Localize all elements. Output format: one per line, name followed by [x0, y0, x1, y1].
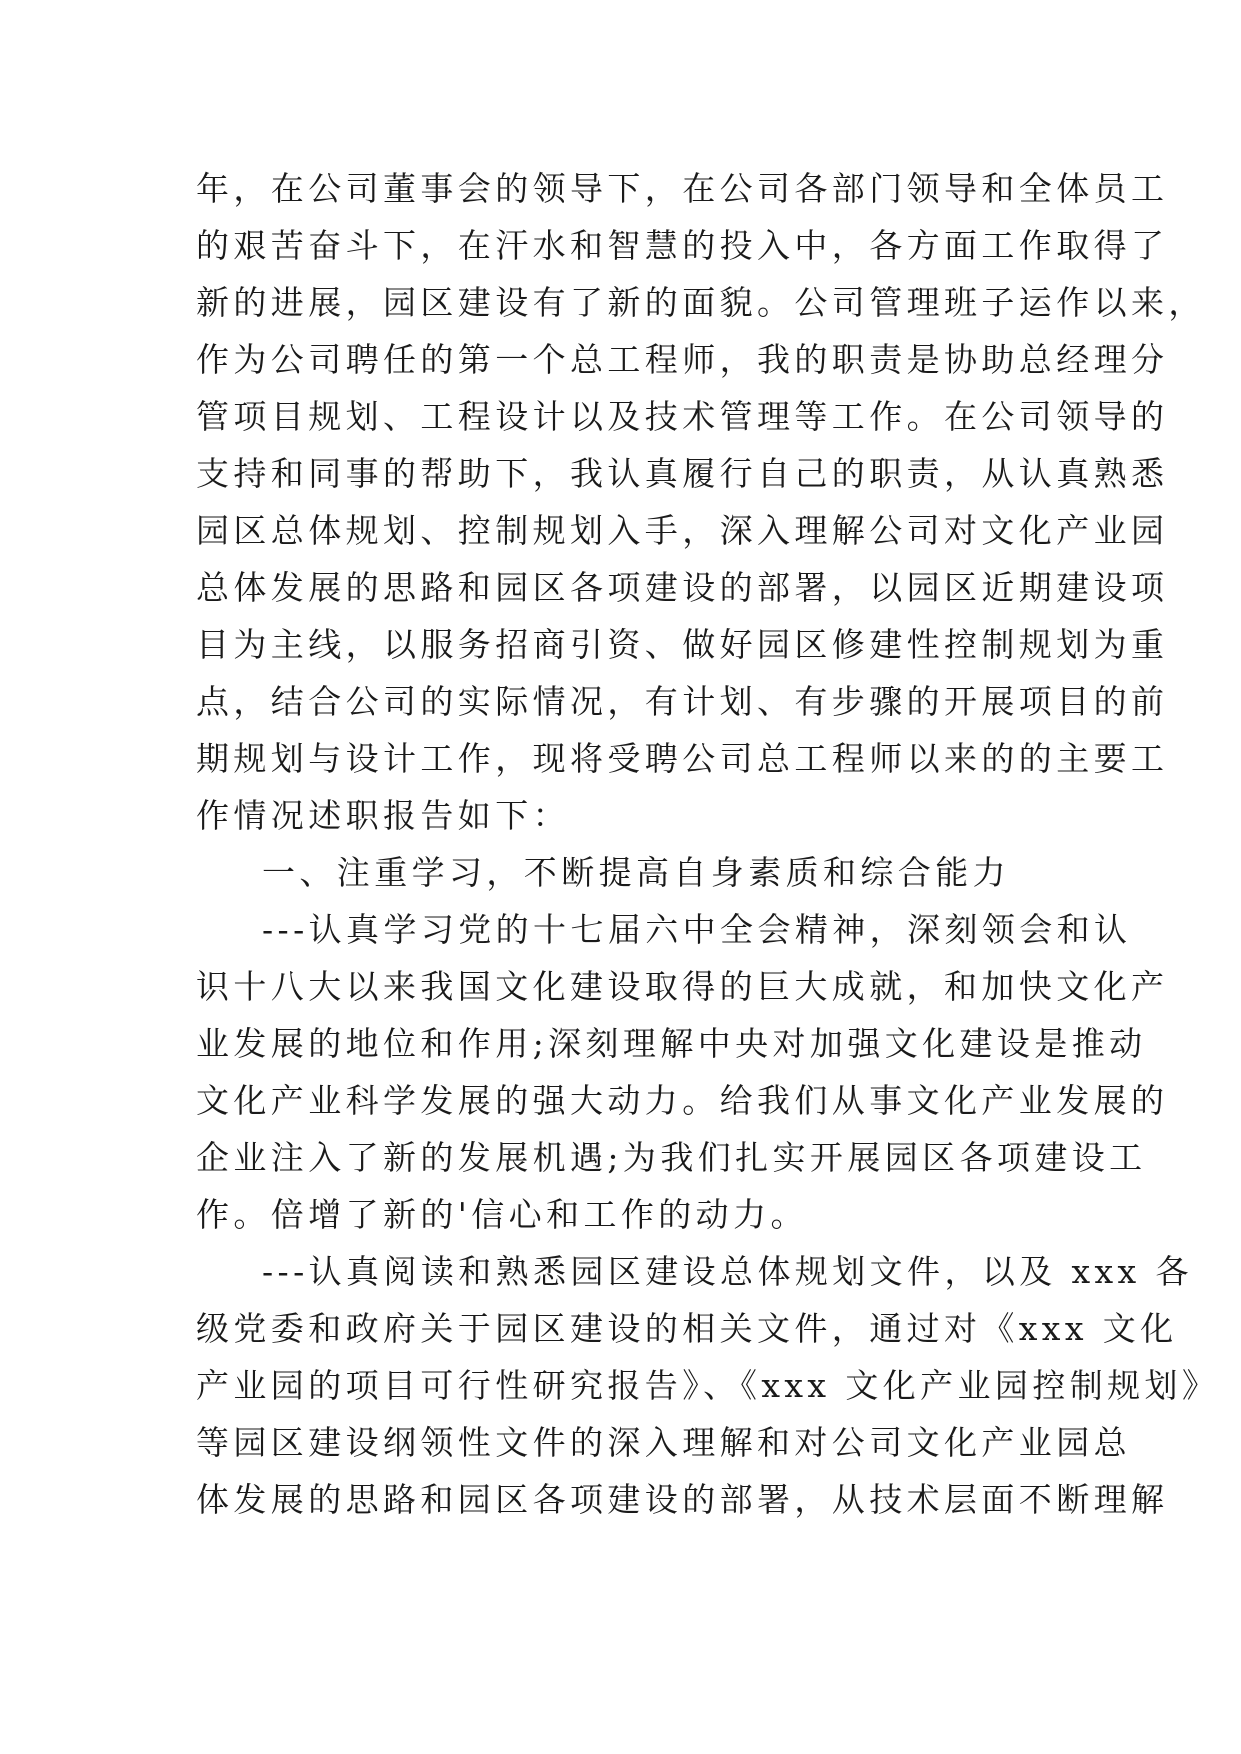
text-line-17: 文化产业科学发展的强大动力。给我们从事文化产业发展的: [196, 1081, 1169, 1120]
text-line-7: 园区总体规划、控制规划入手，深入理解公司对文化产业园: [196, 511, 1169, 550]
text-line-22: 产业园的项目可行性研究报告》、《xxx 文化产业园控制规划》: [196, 1366, 1220, 1405]
text-line-12: 作情况述职报告如下：: [196, 796, 570, 835]
text-line-3: 新的进展，园区建设有了新的面貌。公司管理班子运作以来，: [196, 283, 1206, 322]
text-line-6: 支持和同事的帮助下，我认真履行自己的职责，从认真熟悉: [196, 454, 1169, 493]
text-line-2: 的艰苦奋斗下，在汗水和智慧的投入中，各方面工作取得了: [196, 226, 1169, 265]
text-line-1: 年，在公司董事会的领导下，在公司各部门领导和全体员工: [196, 169, 1169, 208]
text-line-21: 级党委和政府关于园区建设的相关文件，通过对《xxx 文化: [196, 1309, 1178, 1348]
text-line-9: 目为主线，以服务招商引资、做好园区修建性控制规划为重: [196, 625, 1169, 664]
text-line-20: ---认真阅读和熟悉园区建设总体规划文件，以及 xxx 各: [262, 1252, 1193, 1291]
text-line-10: 点，结合公司的实际情况，有计划、有步骤的开展项目的前: [196, 682, 1169, 721]
text-line-5: 管项目规划、工程设计以及技术管理等工作。在公司领导的: [196, 397, 1169, 436]
text-line-18: 企业注入了新的发展机遇;为我们扎实开展园区各项建设工: [196, 1138, 1147, 1177]
text-line-4: 作为公司聘任的第一个总工程师，我的职责是协助总经理分: [196, 340, 1169, 379]
text-line-16: 业发展的地位和作用;深刻理解中央对加强文化建设是推动: [196, 1024, 1147, 1063]
text-line-15: 识十八大以来我国文化建设取得的巨大成就，和加快文化产: [196, 967, 1169, 1006]
text-line-11: 期规划与设计工作，现将受聘公司总工程师以来的的主要工: [196, 739, 1169, 778]
text-line-14: ---认真学习党的十七届六中全会精神，深刻领会和认: [262, 910, 1132, 949]
text-line-8: 总体发展的思路和园区各项建设的部署，以园区近期建设项: [196, 568, 1169, 607]
text-line-23: 等园区建设纲领性文件的深入理解和对公司文化产业园总: [196, 1423, 1131, 1462]
text-line-19: 作。倍增了新的'信心和工作的动力。: [196, 1195, 808, 1234]
report-body-text: [196, 160, 1220, 1528]
text-line-24: 体发展的思路和园区各项建设的部署，从技术层面不断理解: [196, 1480, 1169, 1519]
section-heading-1: 一、注重学习，不断提高自身素质和综合能力: [262, 853, 1010, 892]
